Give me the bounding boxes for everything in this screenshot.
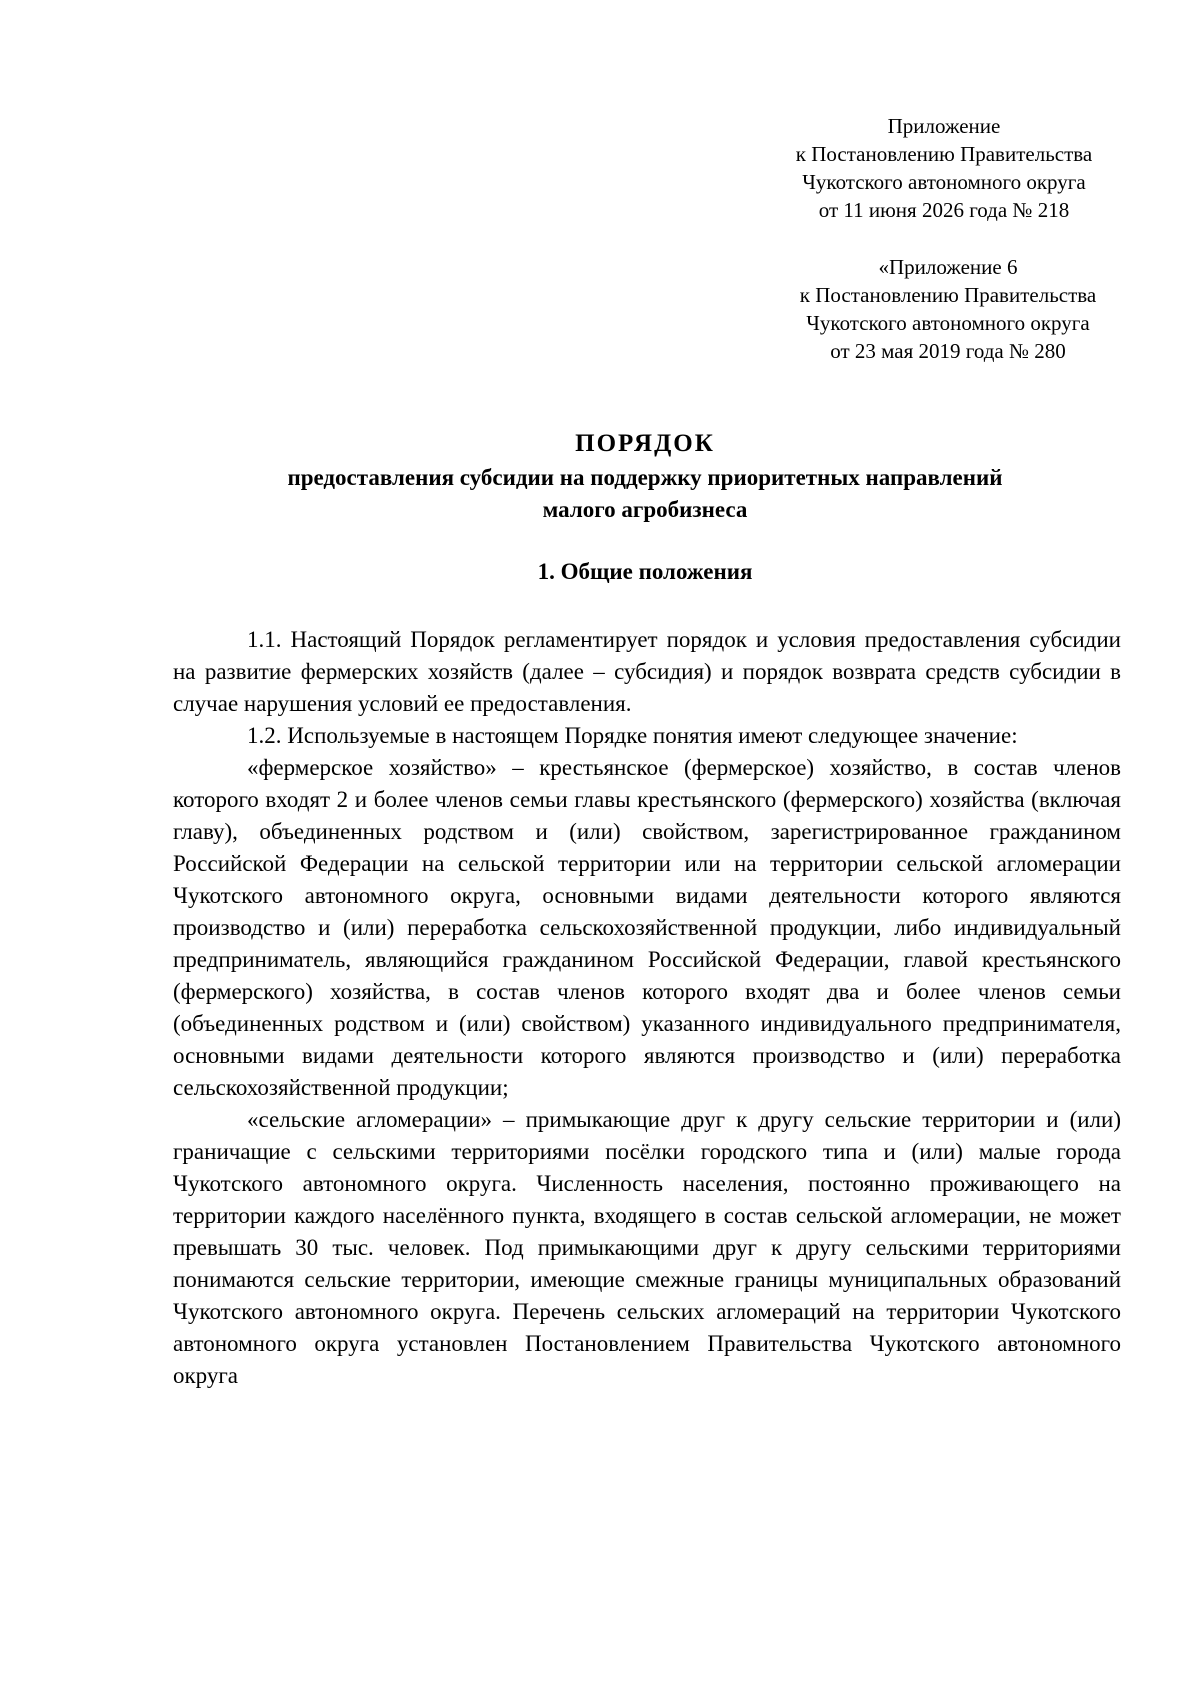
document-body — [173, 624, 1121, 1392]
previous-appendix-reference — [758, 253, 1138, 365]
definition-rural-agglomerations: «сельские агломерации» – примыкающие друг к другу сельские территории и (или) граничащие с сельскими территориями посёлки городского типа и (или) малые города Чукотского автономного округа. Численность населения, постоянно проживающего на территории каждого населённого пункта, входящего в состав сельской агломерации, не может превышать 30 тыс. человек. Под примыкающими друг к другу сельскими территориями понимаются сельские территории, имеющие смежные границы муниципальных образований Чукотского автономного округа. Перечень сельских агломераций на территории Чукотского автономного округа установлен Постановлением Правительства Чукотского автономного округа — [173, 1107, 1121, 1388]
paragraph-1-1: 1.1. Настоящий Порядок регламентирует порядок и условия предоставления субсидии на развитие фермерских хозяйств (далее – субсидия) и порядок возврата средств субсидии в случае нарушения условий ее предоставления. — [173, 627, 1121, 716]
previous-appendix-line: от 23 мая 2019 года № 280 — [830, 339, 1066, 363]
appendix-line: Приложение — [887, 114, 1001, 138]
appendix-line: к Постановлению Правительства — [795, 142, 1093, 166]
definition-farm-household: «фермерское хозяйство» – крестьянское (фермерское) хозяйство, в состав членов которого входят 2 и более членов семьи главы крестьянского (фермерского) хозяйства (включая главу), объединенных родством и (или) свойством, зарегистрированное гражданином Российской Федерации на сельской территории или на территории сельской агломерации Чукотского автономного округа, основными видами деятельности которого являются производство и (или) переработка сельскохозяйственной продукции, либо индивидуальный предприниматель, являющийся гражданином Российской Федерации, главой крестьянского (фермерского) хозяйства, в состав членов которого входят два и более членов семьи (объединенных родством и (или) свойством) указанного индивидуального предпринимателя, основными видами деятельности которого являются производство и (или) переработка сельскохозяйственной продукции; — [173, 755, 1121, 1100]
document-title — [170, 426, 1120, 526]
title-subtitle-line-1: предоставления субсидии на поддержку приоритетных направлений — [287, 465, 1003, 490]
title-subtitle-line-2: малого агробизнеса — [542, 497, 748, 522]
previous-appendix-line: Чукотского автономного округа — [806, 311, 1090, 335]
appendix-reference — [754, 112, 1134, 224]
title-main: ПОРЯДОК — [575, 430, 715, 457]
previous-appendix-line: «Приложение 6 — [878, 255, 1018, 279]
section-heading: 1. Общие положения — [537, 559, 753, 584]
paragraph-1-2: 1.2. Используемые в настоящем Порядке понятия имеют следующее значение: — [247, 723, 1018, 748]
previous-appendix-line: к Постановлению Правительства — [799, 283, 1097, 307]
appendix-line: от 11 июня 2026 года № 218 — [818, 198, 1070, 222]
appendix-line: Чукотского автономного округа — [802, 170, 1086, 194]
